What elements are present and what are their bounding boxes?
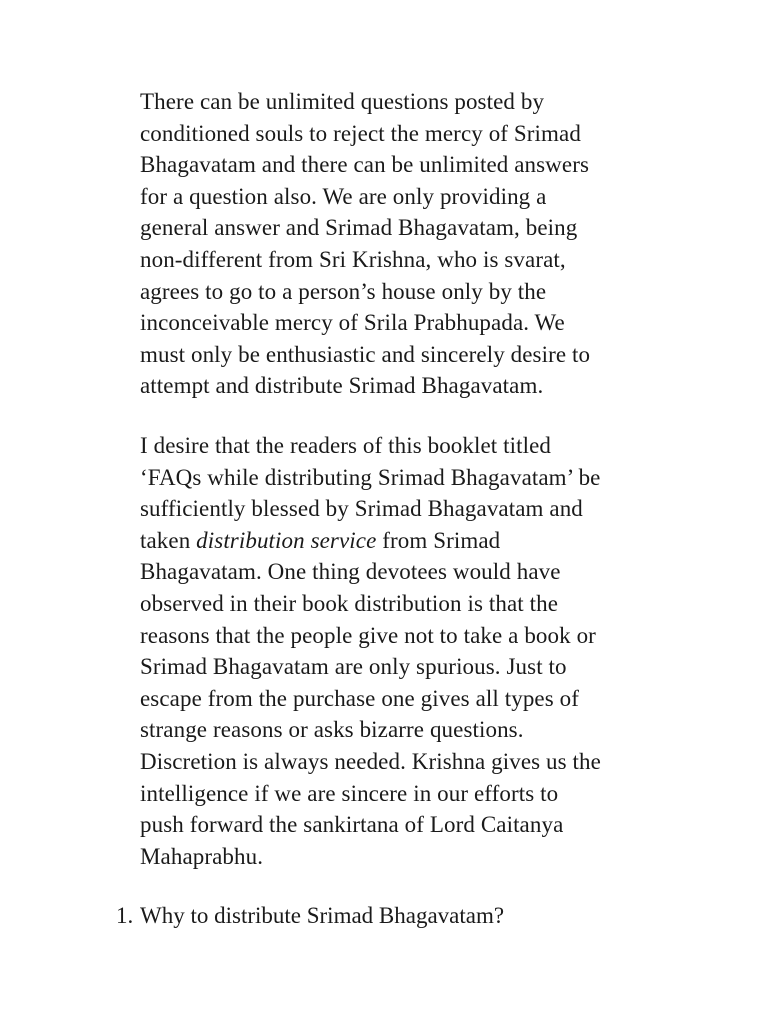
text-line: observed in their book distribution is that the — [140, 590, 559, 616]
text-line: escape from the purchase one gives all types of — [140, 685, 579, 711]
text-line: Bhagavatam and there can be unlimited answers — [140, 152, 590, 178]
text-line: intelligence if we are sincere in our efforts to — [140, 780, 559, 806]
text-line: Mahaprabhu. — [140, 843, 264, 869]
text-line: push forward the sankirtana of Lord Caitanya — [140, 812, 564, 838]
text-segment: taken — [140, 527, 197, 553]
italic-phrase: distribution service — [196, 527, 377, 553]
text-segment: from Srimad — [376, 527, 501, 553]
list-number: 1. — [116, 903, 134, 928]
text-line: sufficiently blessed by Srimad Bhagavatam and — [140, 496, 583, 522]
text-line: There can be unlimited questions posted by — [140, 89, 545, 114]
text-line: agrees to go to a person’s house only by the — [140, 278, 547, 304]
question-text: Why to distribute Srimad Bhagavatam? — [140, 903, 505, 928]
text-line: conditioned souls to reject the mercy of Srimad — [140, 120, 581, 146]
text-line: must only be enthusiastic and sincerely desire to — [140, 341, 591, 367]
text-line: strange reasons or asks bizarre questions. — [140, 717, 524, 743]
text-line: Bhagavatam. One thing devotees would have — [140, 559, 561, 585]
text-line: inconceivable mercy of Srila Prabhupada. We — [140, 310, 565, 336]
numbered-question-item — [116, 900, 504, 932]
text-line: general answer and Srimad Bhagavatam, being — [140, 215, 578, 241]
text-line: non-different from Sri Krishna, who is svarat, — [140, 246, 566, 272]
text-line: reasons that the people give not to take a book or — [140, 622, 596, 648]
text-line: attempt and distribute Srimad Bhagavatam. — [140, 373, 544, 399]
text-line: I desire that the readers of this booklet titled — [140, 433, 552, 458]
booklet-desire-paragraph — [140, 430, 680, 872]
text-line — [140, 525, 680, 557]
text-line: Srimad Bhagavatam are only spurious. Just to — [140, 654, 567, 680]
text-line: for a question also. We are only providing a — [140, 183, 547, 209]
text-line: Discretion is always needed. Krishna gives us the — [140, 748, 601, 774]
text-line: ‘FAQs while distributing Srimad Bhagavatam’ be — [140, 464, 601, 490]
intro-paragraph — [140, 86, 680, 402]
